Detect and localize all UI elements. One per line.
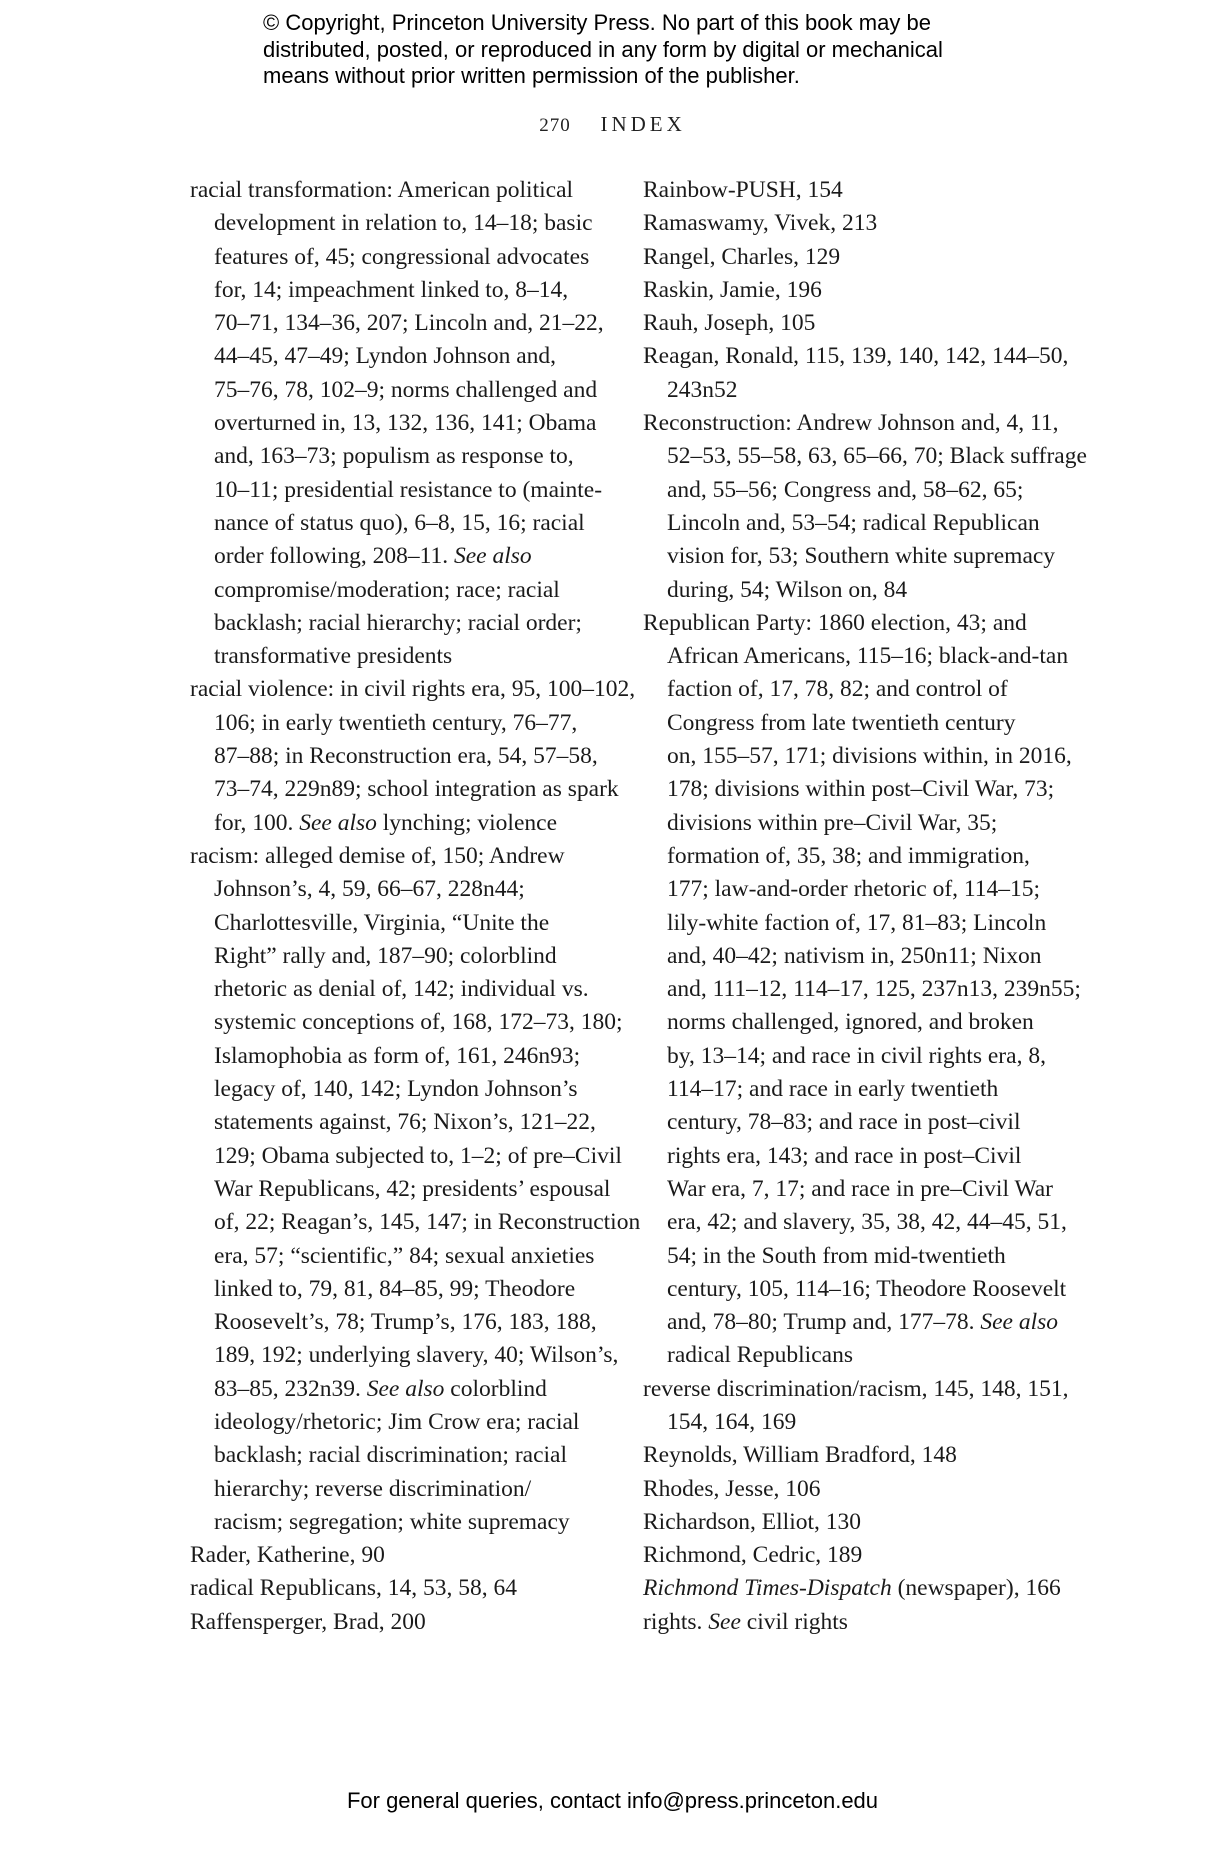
index-text-after: (newspaper), 166 [891, 1575, 1061, 1602]
index-text: systemic conceptions of, 168, 172–73, 180; [214, 1009, 623, 1036]
index-text: and, 163–73; populism as response to, [214, 443, 574, 470]
index-text: radical Republicans, 14, 53, 58, 64 [190, 1575, 517, 1602]
index-line [190, 1373, 610, 1406]
index-text: racial transformation: American political [190, 177, 574, 203]
index-text: divisions within pre–Civil War, 35; [667, 809, 998, 836]
index-text: hierarchy; reverse discrimination/ [214, 1475, 532, 1502]
index-line [643, 640, 1073, 673]
index-line [190, 507, 610, 540]
index-line [190, 1073, 610, 1106]
index-text: Rangel, Charles, 129 [643, 243, 841, 270]
index-text: reverse discrimination/racism, 145, 148, 151, [643, 1375, 1069, 1402]
index-text: on, 155–57, 171; divisions within, in 2016, [667, 743, 1072, 770]
index-line [643, 1173, 1073, 1206]
index-text: rhetoric as denial of, 142; individual vs. [214, 976, 589, 1003]
index-text: and, 78–80; Trump and, 177–78. [667, 1309, 981, 1336]
index-line [190, 873, 610, 906]
index-line [643, 574, 1073, 607]
index-text: African Americans, 115–16; black-and-tan [667, 643, 1069, 670]
index-line [643, 274, 1073, 307]
index-text: 189, 192; underlying slavery, 40; Wilson’s, [214, 1342, 619, 1369]
index-text: War Republicans, 42; presidents’ espousal [214, 1175, 611, 1202]
index-text: 114–17; and race in early twentieth [667, 1076, 999, 1103]
index-line [643, 807, 1073, 840]
index-text: linked to, 79, 81, 84–85, 99; Theodore [214, 1275, 576, 1302]
index-line [643, 1240, 1073, 1273]
index-line [190, 1572, 610, 1605]
index-line [643, 1273, 1073, 1306]
index-text: backlash; racial discrimination; racial [214, 1442, 568, 1469]
index-text: statements against, 76; Nixon’s, 121–22, [214, 1109, 596, 1136]
index-text: racism; segregation; white supremacy [214, 1508, 570, 1535]
index-line [643, 1539, 1073, 1572]
index-line [190, 807, 610, 840]
index-text: Rauh, Joseph, 105 [643, 310, 816, 337]
index-text: 52–53, 55–58, 63, 65–66, 70; Black suffrage [667, 443, 1087, 470]
index-line [643, 207, 1073, 240]
index-line [190, 907, 610, 940]
index-text-after: lynching; violence [376, 809, 558, 836]
index-line [190, 207, 610, 240]
index-text: War era, 7, 17; and race in pre–Civil War [667, 1175, 1053, 1202]
index-line [643, 1339, 1073, 1372]
index-line [643, 1406, 1073, 1439]
footer-contact: For general queries, contact info@press.princeton.edu [346, 1788, 879, 1813]
index-line [643, 174, 1073, 207]
index-column-right [643, 174, 1087, 1639]
index-line [190, 1473, 610, 1506]
copyright-line: means without prior written permission of the publisher. [263, 63, 800, 88]
index-text: 129; Obama subjected to, 1–2; of pre–Civil [214, 1142, 622, 1169]
index-line [643, 740, 1073, 773]
index-line [643, 1306, 1073, 1339]
index-text: 106; in early twentieth century, 76–77, [214, 709, 578, 736]
index-line [190, 1306, 610, 1339]
index-line [643, 440, 1087, 473]
index-italic: Richmond Times-Dispatch [643, 1575, 892, 1602]
index-line [643, 1439, 1073, 1472]
index-line [190, 840, 610, 873]
index-line [643, 340, 1073, 373]
index-text: Johnson’s, 4, 59, 66–67, 228n44; [214, 876, 525, 903]
index-line [643, 1106, 1073, 1139]
index-text: of, 22; Reagan’s, 145, 147; in Reconstruction [214, 1209, 641, 1236]
index-text: order following, 208–11. [214, 543, 454, 570]
index-text: radical Republicans [667, 1342, 853, 1369]
index-column-left [190, 174, 641, 1639]
index-line [190, 407, 610, 440]
index-line [643, 907, 1073, 940]
index-text: Reconstruction: Andrew Johnson and, 4, 11, [643, 410, 1059, 437]
index-line [190, 1040, 610, 1073]
index-line [190, 374, 610, 407]
index-text: Rhodes, Jesse, 106 [643, 1475, 821, 1502]
index-text: Raskin, Jamie, 196 [643, 276, 822, 303]
index-text: backlash; racial hierarchy; racial order; [214, 609, 582, 636]
section-title: INDEX [600, 112, 686, 136]
index-line [643, 1140, 1073, 1173]
index-text: vision for, 53; Southern white supremacy [667, 543, 1056, 570]
index-italic: See also [299, 809, 377, 836]
index-line [190, 607, 610, 640]
index-line [190, 707, 610, 740]
index-text: 44–45, 47–49; Lyndon Johnson and, [214, 343, 557, 370]
index-line [190, 274, 610, 307]
index-text: 178; divisions within post–Civil War, 73; [667, 776, 1055, 803]
index-line [643, 973, 1081, 1006]
index-line [190, 973, 610, 1006]
page-number: 270 [539, 115, 571, 136]
index-text: legacy of, 140, 142; Lyndon Johnson’s [214, 1076, 578, 1103]
index-line [643, 374, 1073, 407]
index-line [190, 1339, 619, 1372]
index-text: Islamophobia as form of, 161, 246n93; [214, 1042, 581, 1069]
index-text: century, 105, 114–16; Theodore Roosevelt [667, 1275, 1067, 1302]
index-line [190, 740, 610, 773]
index-line [643, 1473, 1073, 1506]
index-line [643, 1006, 1073, 1039]
index-line [190, 1406, 610, 1439]
index-text: rights. [643, 1608, 709, 1635]
index-line [190, 1006, 623, 1039]
index-text: Reagan, Ronald, 115, 139, 140, 142, 144–50, [643, 343, 1069, 370]
index-text: Congress from late twentieth century [667, 709, 1016, 736]
index-text: Rainbow-PUSH, 154 [643, 177, 843, 203]
index-line [190, 1539, 610, 1572]
index-text: Rader, Katherine, 90 [190, 1542, 385, 1569]
index-text: faction of, 17, 78, 82; and control of [667, 676, 1008, 703]
index-italic: See [708, 1608, 741, 1635]
index-text: racial violence: in civil rights era, 95, 100–102, [190, 676, 636, 703]
index-text: Republican Party: 1860 election, 43; and [643, 609, 1027, 636]
index-line [643, 407, 1073, 440]
index-line [190, 574, 610, 607]
index-text: and, 111–12, 114–17, 125, 237n13, 239n55; [667, 976, 1081, 1003]
index-line [643, 773, 1073, 806]
index-text: transformative presidents [214, 643, 453, 670]
index-text: lily-white faction of, 17, 81–83; Lincoln [667, 909, 1047, 936]
index-text: nance of status quo), 6–8, 15, 16; racial [214, 509, 585, 536]
index-text-after: colorblind [444, 1375, 547, 1402]
index-text: Roosevelt’s, 78; Trump’s, 176, 183, 188, [214, 1309, 597, 1336]
index-line [643, 940, 1073, 973]
index-text: Reynolds, William Bradford, 148 [643, 1442, 957, 1469]
index-text: 243n52 [667, 376, 738, 403]
index-text: era, 42; and slavery, 35, 38, 42, 44–45, 51, [667, 1209, 1067, 1236]
index-text: 154, 164, 169 [667, 1408, 797, 1435]
index-text: formation of, 35, 38; and immigration, [667, 842, 1030, 869]
index-text: for, 100. [214, 809, 300, 836]
index-text: Raffensperger, Brad, 200 [190, 1608, 426, 1635]
index-text: 70–71, 134–36, 207; Lincoln and, 21–22, [214, 310, 604, 337]
index-line [190, 1140, 622, 1173]
index-text: during, 54; Wilson on, 84 [667, 576, 908, 603]
index-line [190, 673, 636, 706]
index-text: and, 40–42; nativism in, 250n11; Nixon [667, 942, 1042, 969]
index-text: compromise/moderation; race; racial [214, 576, 560, 603]
index-line [643, 607, 1073, 640]
copyright-line: © Copyright, Princeton University Press. No part of this book may be [263, 10, 931, 35]
index-line [190, 1206, 641, 1239]
index-line [643, 840, 1073, 873]
index-line [190, 1240, 610, 1273]
index-line [643, 1073, 1073, 1106]
index-line [190, 540, 610, 573]
index-text: 87–88; in Reconstruction era, 54, 57–58, [214, 743, 598, 770]
index-line [190, 1606, 610, 1639]
index-text: development in relation to, 14–18; basic [214, 210, 593, 237]
index-line [190, 773, 619, 806]
index-text: 54; in the South from mid-twentieth [667, 1242, 1006, 1269]
index-line [643, 540, 1073, 573]
index-line [190, 640, 610, 673]
index-italic: See also [366, 1375, 445, 1402]
index-line [643, 1206, 1073, 1239]
index-line [643, 873, 1073, 906]
index-text: Lincoln and, 53–54; radical Republican [667, 509, 1040, 536]
index-line [190, 340, 610, 373]
index-text: rights era, 143; and race in post–Civil [667, 1142, 1022, 1169]
index-line [190, 307, 610, 340]
index-line [643, 1373, 1073, 1406]
index-text: Charlottesville, Virginia, “Unite the [214, 909, 550, 936]
index-line [190, 440, 610, 473]
index-text: features of, 45; congressional advocates [214, 243, 590, 270]
index-text: century, 78–83; and race in post–civil [667, 1109, 1021, 1136]
index-line [190, 1273, 610, 1306]
index-line [190, 1506, 610, 1539]
index-text: norms challenged, ignored, and broken [667, 1009, 1034, 1036]
index-text: by, 13–14; and race in civil rights era, 8, [667, 1042, 1046, 1069]
index-text-after: civil rights [740, 1608, 848, 1635]
index-italic: See also [980, 1309, 1059, 1336]
index-text: 10–11; presidential resistance to (mainte- [214, 476, 603, 503]
index-text: 73–74, 229n89; school integration as spark [214, 776, 619, 803]
index-line [643, 1506, 1073, 1539]
index-line [190, 940, 610, 973]
index-line [643, 241, 1073, 274]
index-text: racism: alleged demise of, 150; Andrew [190, 842, 565, 869]
copyright-notice [263, 10, 1023, 90]
index-text: 75–76, 78, 102–9; norms challenged and [214, 376, 598, 403]
index-line [643, 1606, 1073, 1639]
index-italic: See also [453, 543, 532, 570]
index-text: 177; law-and-order rhetoric of, 114–15; [667, 876, 1041, 903]
copyright-line: distributed, posted, or reproduced in any form by digital or mechanical [263, 36, 943, 62]
index-line [643, 474, 1073, 507]
index-text: overturned in, 13, 132, 136, 141; Obama [214, 410, 597, 437]
index-text: ideology/rhetoric; Jim Crow era; racial [214, 1408, 580, 1435]
index-line [643, 707, 1073, 740]
index-text: and, 55–56; Congress and, 58–62, 65; [667, 476, 1024, 503]
index-text: Right” rally and, 187–90; colorblind [214, 942, 557, 969]
index-line [190, 1106, 610, 1139]
index-line [643, 673, 1073, 706]
index-text: for, 14; impeachment linked to, 8–14, [214, 276, 569, 303]
index-line [643, 1572, 1073, 1605]
index-text: Richmond, Cedric, 189 [643, 1542, 863, 1569]
index-text: Ramaswamy, Vivek, 213 [643, 210, 878, 237]
index-line [643, 1040, 1073, 1073]
index-line [190, 474, 610, 507]
index-line [643, 507, 1073, 540]
index-text: era, 57; “scientific,” 84; sexual anxieties [214, 1242, 595, 1269]
index-line [190, 1173, 610, 1206]
index-text: 83–85, 232n39. [214, 1375, 367, 1402]
running-head [0, 112, 1225, 137]
index-text: Richardson, Elliot, 130 [643, 1508, 862, 1535]
index-line [190, 1439, 610, 1472]
index-line [190, 241, 610, 274]
index-line [190, 174, 610, 207]
index-line [643, 307, 1073, 340]
